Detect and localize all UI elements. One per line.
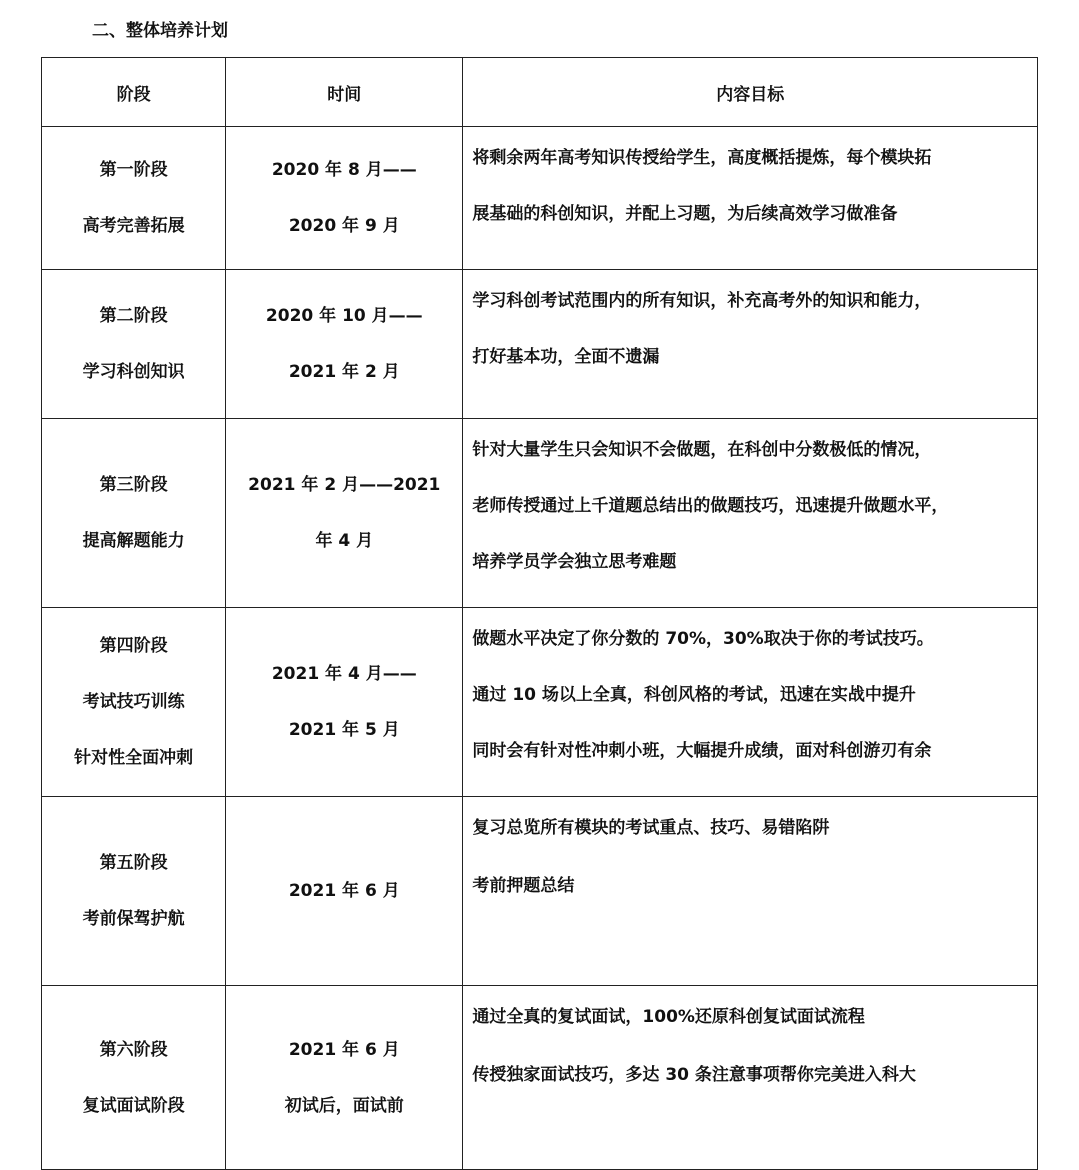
content-cell (463, 608, 1038, 797)
time-cell (226, 797, 463, 986)
stage-line: 第一阶段 (99, 160, 168, 180)
time-line: 2021 年 2 月——2021 (248, 475, 441, 495)
stage-cell (42, 127, 226, 270)
training-plan-table (41, 57, 1038, 1170)
content-line: 传授独家面试技巧，多达 30 条注意事项帮你完美进入科大 (472, 1065, 916, 1085)
content-line: 培养学员学会独立思考难题 (472, 552, 677, 572)
time-cell (226, 127, 463, 270)
header-time: 时间 (226, 58, 463, 127)
content-cell (463, 127, 1038, 270)
content-line: 复习总览所有模块的考试重点、技巧、易错陷阱 (472, 818, 830, 838)
table-row (42, 797, 1038, 986)
stage-line: 考前保驾护航 (82, 909, 185, 929)
time-cell (226, 419, 463, 608)
stage-cell (42, 270, 226, 419)
stage-line: 第五阶段 (99, 853, 168, 873)
content-line: 通过全真的复试面试，100%还原科创复试面试流程 (472, 1007, 865, 1027)
stage-cell (42, 419, 226, 608)
time-line: 2021 年 6 月 (288, 1039, 400, 1060)
content-line: 针对大量学生只会知识不会做题，在科创中分数极低的情况， (472, 440, 932, 460)
content-cell (463, 797, 1038, 986)
stage-line: 针对性全面冲刺 (74, 748, 194, 768)
table-row (42, 127, 1038, 270)
content-line: 通过 10 场以上全真，科创风格的考试，迅速在实战中提升 (472, 685, 916, 705)
table-row (42, 270, 1038, 419)
table-row (42, 986, 1038, 1170)
time-line: 初试后，面试前 (284, 1095, 404, 1116)
content-line: 学习科创考试范围内的所有知识，补充高考外的知识和能力， (472, 291, 932, 311)
content-line: 做题水平决定了你分数的 70%，30%取决于你的考试技巧。 (472, 629, 934, 649)
content-line: 同时会有针对性冲刺小班，大幅提升成绩，面对科创游刃有余 (472, 741, 932, 761)
table-header-row (42, 58, 1038, 127)
stage-line: 学习科创知识 (82, 362, 185, 382)
time-line: 年 4 月 (315, 531, 374, 551)
stage-cell (42, 986, 226, 1170)
content-cell (463, 270, 1038, 419)
time-cell (226, 986, 463, 1170)
content-line: 展基础的科创知识，并配上习题，为后续高效学习做准备 (472, 204, 898, 224)
stage-line: 复试面试阶段 (82, 1095, 185, 1116)
time-line: 2021 年 5 月 (288, 720, 400, 740)
stage-cell (42, 797, 226, 986)
time-line: 2021 年 6 月 (288, 881, 400, 901)
content-line: 将剩余两年高考知识传授给学生，高度概括提炼，每个模块拓 (472, 148, 932, 168)
table-row (42, 419, 1038, 608)
content-line: 老师传授通过上千道题总结出的做题技巧，迅速提升做题水平， (472, 496, 949, 516)
stage-line: 提高解题能力 (82, 531, 185, 551)
header-content: 内容目标 (463, 58, 1038, 127)
content-cell (463, 986, 1038, 1170)
time-cell (226, 270, 463, 419)
stage-line: 高考完善拓展 (82, 216, 185, 236)
time-line: 2021 年 2 月 (288, 362, 400, 382)
stage-line: 第六阶段 (99, 1039, 168, 1060)
content-line: 考前押题总结 (472, 876, 575, 896)
stage-line: 第四阶段 (99, 636, 168, 656)
time-line: 2020 年 10 月—— (265, 306, 423, 326)
time-line: 2021 年 4 月—— (271, 664, 417, 684)
content-cell (463, 419, 1038, 608)
section-heading: 二、整体培养计划 (92, 21, 228, 41)
time-line: 2020 年 9 月 (288, 216, 400, 236)
stage-cell (42, 608, 226, 797)
header-stage: 阶段 (42, 58, 226, 127)
content-line: 打好基本功，全面不遗漏 (472, 347, 660, 367)
time-line: 2020 年 8 月—— (271, 160, 417, 180)
stage-line: 考试技巧训练 (82, 692, 185, 712)
stage-line: 第二阶段 (99, 306, 168, 326)
stage-line: 第三阶段 (99, 475, 168, 495)
table-row (42, 608, 1038, 797)
time-cell (226, 608, 463, 797)
